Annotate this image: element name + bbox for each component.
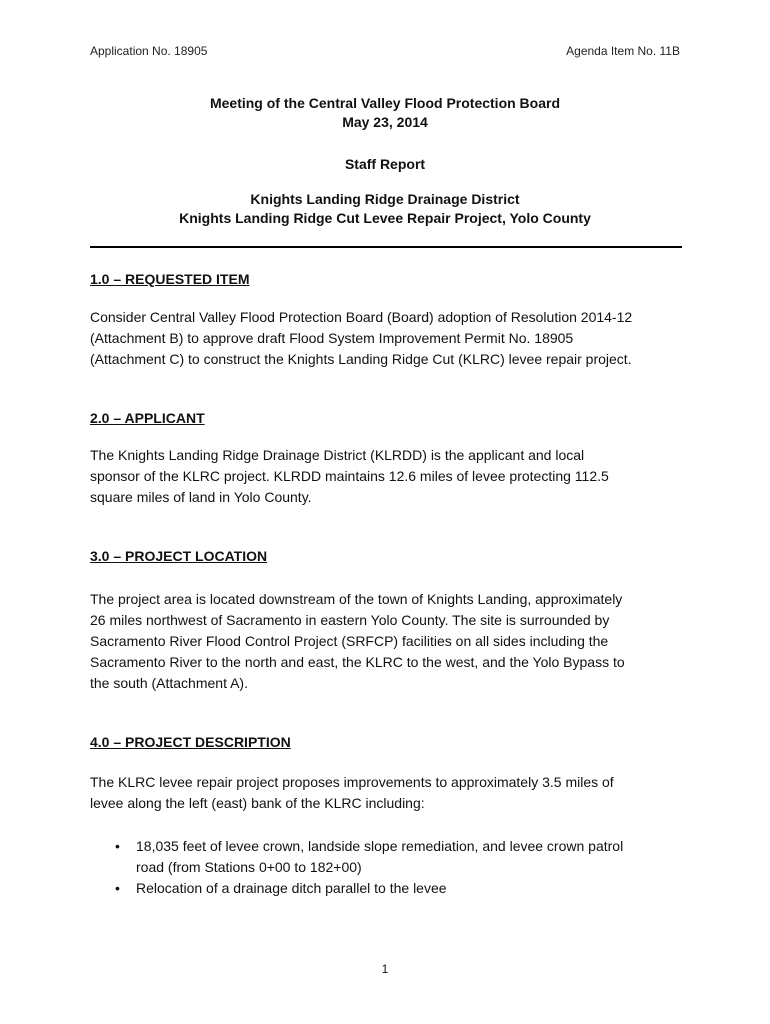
text-line: 26 miles northwest of Sacramento in eastern Yolo County. The site is surrounded by bbox=[90, 612, 610, 628]
text-line: Sacramento River to the north and east, the KLRC to the west, and the Yolo Bypass to bbox=[90, 654, 625, 670]
text-line: Relocation of a drainage ditch parallel to the levee bbox=[136, 880, 447, 896]
meeting-date: May 23, 2014 bbox=[342, 114, 428, 130]
section-heading-requested-item: 1.0 – REQUESTED ITEM bbox=[90, 271, 250, 287]
meeting-title bbox=[90, 94, 680, 132]
text-line: Sacramento River Flood Control Project (SRFCP) facilities on all sides including the bbox=[90, 633, 609, 649]
improvements-list bbox=[90, 836, 690, 899]
text-line: The project area is located downstream of the town of Knights Landing, approximately bbox=[90, 591, 623, 607]
text-line: road (from Stations 0+00 to 182+00) bbox=[136, 859, 362, 875]
bullet-icon: • bbox=[115, 880, 120, 896]
section-body-project-description bbox=[90, 772, 690, 814]
text-line: (Attachment B) to approve draft Flood System Improvement Permit No. 18905 bbox=[90, 330, 574, 346]
application-number: Application No. 18905 bbox=[90, 44, 208, 58]
report-type: Staff Report bbox=[344, 156, 426, 172]
section-body-applicant bbox=[90, 445, 690, 508]
text-line: The Knights Landing Ridge Drainage District (KLRDD) is the applicant and local bbox=[90, 447, 585, 463]
project-name: Knights Landing Ridge Cut Levee Repair Project, Yolo County bbox=[179, 210, 591, 226]
text-line: the south (Attachment A). bbox=[90, 675, 248, 691]
district-name: Knights Landing Ridge Drainage District bbox=[250, 191, 520, 207]
text-line: square miles of land in Yolo County. bbox=[90, 489, 312, 505]
project-title bbox=[90, 190, 680, 228]
agenda-item-number: Agenda Item No. 11B bbox=[566, 44, 680, 58]
bullet-icon: • bbox=[115, 838, 120, 854]
text-line: levee along the left (east) bank of the KLRC including: bbox=[90, 795, 425, 811]
text-line: 18,035 feet of levee crown, landside slope remediation, and levee crown patrol bbox=[136, 838, 624, 854]
text-line: (Attachment C) to construct the Knights Landing Ridge Cut (KLRC) levee repair project. bbox=[90, 351, 632, 367]
text-line: Consider Central Valley Flood Protection Board (Board) adoption of Resolution 2014-12 bbox=[90, 309, 633, 325]
section-heading-project-description: 4.0 – PROJECT DESCRIPTION bbox=[90, 734, 291, 750]
section-heading-applicant: 2.0 – APPLICANT bbox=[90, 410, 205, 426]
text-line: sponsor of the KLRC project. KLRDD maintains 12.6 miles of levee protecting 112.5 bbox=[90, 468, 609, 484]
header-divider bbox=[90, 246, 682, 248]
list-item bbox=[90, 878, 690, 899]
text-line: The KLRC levee repair project proposes improvements to approximately 3.5 miles of bbox=[90, 774, 614, 790]
section-body-project-location bbox=[90, 589, 690, 694]
section-body-requested-item bbox=[90, 307, 690, 370]
section-heading-project-location: 3.0 – PROJECT LOCATION bbox=[90, 548, 268, 564]
meeting-title-line: Meeting of the Central Valley Flood Protection Board bbox=[209, 95, 561, 111]
page-number: 1 bbox=[381, 962, 389, 976]
list-item bbox=[90, 836, 690, 878]
